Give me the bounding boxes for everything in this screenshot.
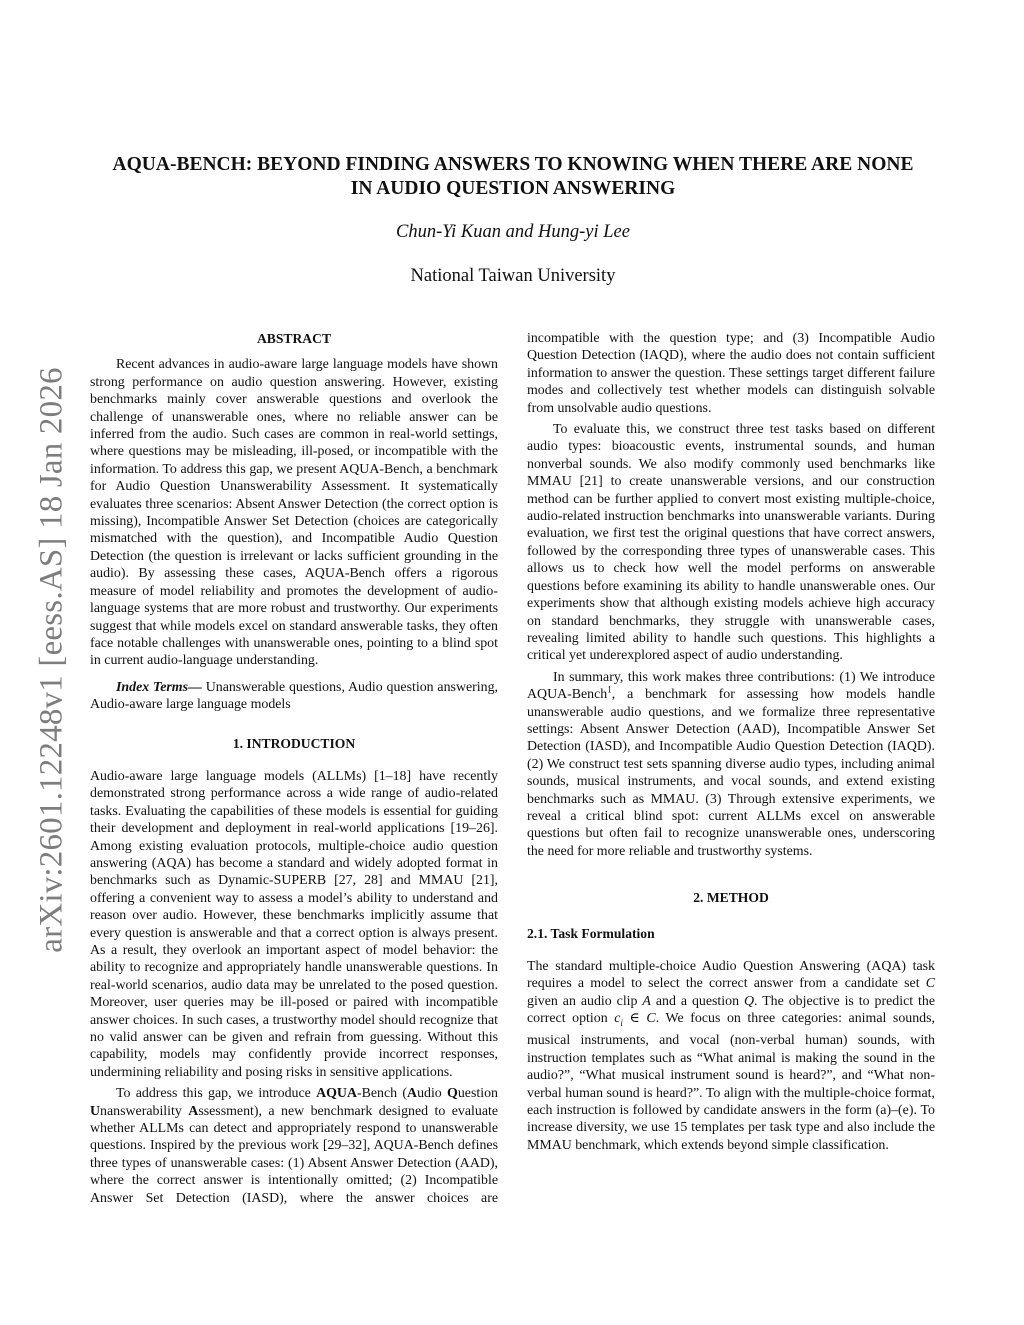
- math-C: C: [925, 976, 935, 992]
- intro-paragraph-1: Audio-aware large language models (ALLMs) [1–18] have recently demonstrated strong performance across a wide range of audio-related tasks. Evaluating the capabilities of these models is essential for guiding their development and deployment in real-world applications [19–26]. Among existing evaluation protocols, multiple-choice audio question answering (AQA) has become a standard and widely adopted format in benchmarks such as Dynamic-SUPERB [27, 28] and MMAU [21], offering a convenient way to assess a model’s ability to understand and reason over audio. However, these benchmarks implicitly assume that every question is answerable and that a correct option is always present. As a result, they overlook an important aspect of model behavior: the ability to recognize and appropriately handle unanswerable questions. In real-world scenarios, audio data may be unrelated to the posed question. Moreover, user queries may be ill-posed or paired with incompatible answer choices. In such cases, a trustworthy model should recognize that no valid answer can be given and refrain from guessing. Without this capability, models may confidently provide incorrect responses, undermining reliability and posing risks in sensitive applications.: [90, 768, 498, 1080]
- method-heading: 2. METHOD: [693, 890, 769, 906]
- index-terms-text: Unanswerable questions, Audio question answering, Audio-aware large language models: [90, 679, 498, 713]
- method-p1-text-d: . The objective is to predict the correct option: [527, 993, 935, 1027]
- math-A: A: [642, 993, 651, 1009]
- author-list: Chun-Yi Kuan and Hung-yi Lee: [396, 222, 630, 242]
- abstract-text: Recent advances in audio-aware large language models have shown strong performance on audio question answering. However, existing benchmarks mainly cover answerable questions and overlook the challenge of unanswerable ones, where no reliable answer can be inferred from the audio. Such cases are common in real-world settings, where questions may be misleading, ill-posed, or incompatible with the information. To address this gap, we present AQUA-Bench, a benchmark for Audio Question Unanswerability Assessment. It systematically evaluates three scenarios: Absent Answer Detection (the correct option is missing), Incompatible Answer Set Detection (choices are categorically mismatched with the question), and Incompatible Audio Question Detection (the question is irrelevant or lacks sufficient grounding in the audio). By assessing these cases, AQUA-Bench offers a rigorous measure of model reliability and promotes the development of audio-language systems that are more robust and trustworthy. Our experiments suggest that while models excel on standard answerable tasks, they often face notable challenges with unanswerable ones, pointing to a blind spot in current audio-language understanding.: [90, 357, 498, 669]
- paper-title: [90, 153, 936, 201]
- intro-p2-text-a: To address this gap, we introduce: [116, 1086, 317, 1102]
- left-column: [90, 330, 498, 1207]
- intro-p4-text-a: In summary, this work makes three contributions: (1) We introduce AQUA-Bench: [527, 669, 935, 703]
- math-Q: Q: [743, 993, 755, 1009]
- intro-p2-text-g: ssessment), a new benchmark designed to evaluate whether ALLMs can detect and appropriately respond to unanswerable questions. Inspired by the previous work [29–32], AQUA-Bench defines three types of unanswerable cases: (1) Absent Answer Detection (AAD), where the correct answer is intentionally omitted; (2) Incompatible Answer Set Detection (IASD), where the answer choices are: [90, 1103, 499, 1206]
- math-c: c: [614, 1011, 621, 1027]
- intro-paragraph-2-continued: incompatible with the question type; and (3) Incompatible Audio Question Detection (IAQD), where the audio does not contain sufficient information to answer the question. These settings target different failure modes and collectively test whether models can distinguish solvable from unsolvable audio questions.: [527, 331, 935, 416]
- math-subscript-i: i: [620, 1018, 623, 1028]
- method-p1-text-e: . We focus on three categories: animal sounds, musical instruments, and vocal (non-verbal human) sounds, with instruction templates such as “What animal is making the sound in the audio?”, “What musical instrument sound is heard?”, and “What non-verbal human sound is heard?”. To align with the multiple-choice format, each instruction is followed by candidate answers in the form (a)–(e). To increase diversity, we use 15 templates per task type and also include the MMAU benchmark, which extends beyond simple classification.: [527, 1011, 936, 1153]
- intro-p2-bold-u: U: [90, 1103, 101, 1119]
- task-formulation-heading: 2.1. Task Formulation: [527, 925, 655, 941]
- method-p1-text-c: and a question: [650, 993, 744, 1009]
- math-C-2: C: [646, 1011, 656, 1027]
- affiliation: National Taiwan University: [410, 266, 616, 286]
- intro-p2-text-e: uestion: [457, 1086, 498, 1102]
- method-p1-text-a: The standard multiple-choice Audio Question Answering (AQA) task requires a model to select the correct answer from a candidate set: [527, 959, 935, 992]
- intro-p2-text-d: udio: [417, 1086, 448, 1102]
- arxiv-identifier: arXiv:2601.12248v1 [eess.AS] 18 Jan 2026: [33, 367, 70, 953]
- intro-p2-text-c: -Bench (: [356, 1086, 408, 1102]
- intro-p2-bold-a2: A: [188, 1103, 199, 1119]
- intro-paragraph-3: To evaluate this, we construct three test tasks based on different audio types: bioacoustic events, instrumental sounds, and human nonverbal sounds. We also modify commonly used benchmarks like MMAU [21] to create unanswerable versions, and our construction method can be further applied to convert most existing multiple-choice, audio-related instruction benchmarks into unanswerable variants. During evaluation, we first test the original questions that have correct answers, followed by the corresponding three types of unanswerable cases. This allows us to check how well the model performs on answerable questions before examining its ability to handle unanswerable ones. Our experiments show that although existing models achieve high accuracy on standard benchmarks, they struggle with unanswerable cases, revealing limited ability to handle such questions. This highlights a critical yet underexplored aspect of audio understanding.: [527, 422, 935, 664]
- right-column: [527, 330, 935, 1154]
- title-line-2: IN AUDIO QUESTION ANSWERING: [350, 178, 676, 199]
- abstract-heading: ABSTRACT: [256, 331, 332, 346]
- index-terms: [90, 679, 498, 714]
- intro-p2-bold-q: Q: [447, 1086, 458, 1102]
- intro-p4-text-b: , a benchmark for assessing how models handle unanswerable audio questions, and we formalize three representative settings: Absent Answer Detection (AAD), Incompatible Answer Set Detection (IASD), and Incompatible Audio Question Detection (IAQD). (2) We construct test sets spanning diverse audio types, including animal sounds, musical instruments, and vocal sounds, and extend existing benchmarks such as MMAU. (3) Through extensive experiments, we reveal a critical blind spot: current ALLMs excel on answerable questions but often fail to recognize unanswerable ones, underscoring the need for more reliable and trustworthy systems.: [527, 687, 935, 859]
- intro-p2-bold-a: A: [407, 1086, 418, 1102]
- title-line-1: AQUA-BENCH: BEYOND FINDING ANSWERS TO KNOWING WHEN THERE ARE NONE: [112, 154, 914, 175]
- index-terms-label: Index Terms—: [116, 679, 202, 695]
- intro-paragraph-4: [527, 669, 935, 860]
- intro-p2-text-f: nanswerability: [100, 1103, 189, 1119]
- intro-p2-bold-aqua: AQUA: [316, 1086, 357, 1102]
- footnote-marker: 1: [607, 684, 612, 695]
- math-element-of: ∈: [622, 1011, 647, 1027]
- intro-paragraph-2: [90, 1085, 498, 1207]
- method-paragraph-1: [527, 958, 935, 1154]
- method-p1-text-b: given an audio clip: [527, 993, 643, 1009]
- introduction-heading: 1. INTRODUCTION: [232, 735, 356, 751]
